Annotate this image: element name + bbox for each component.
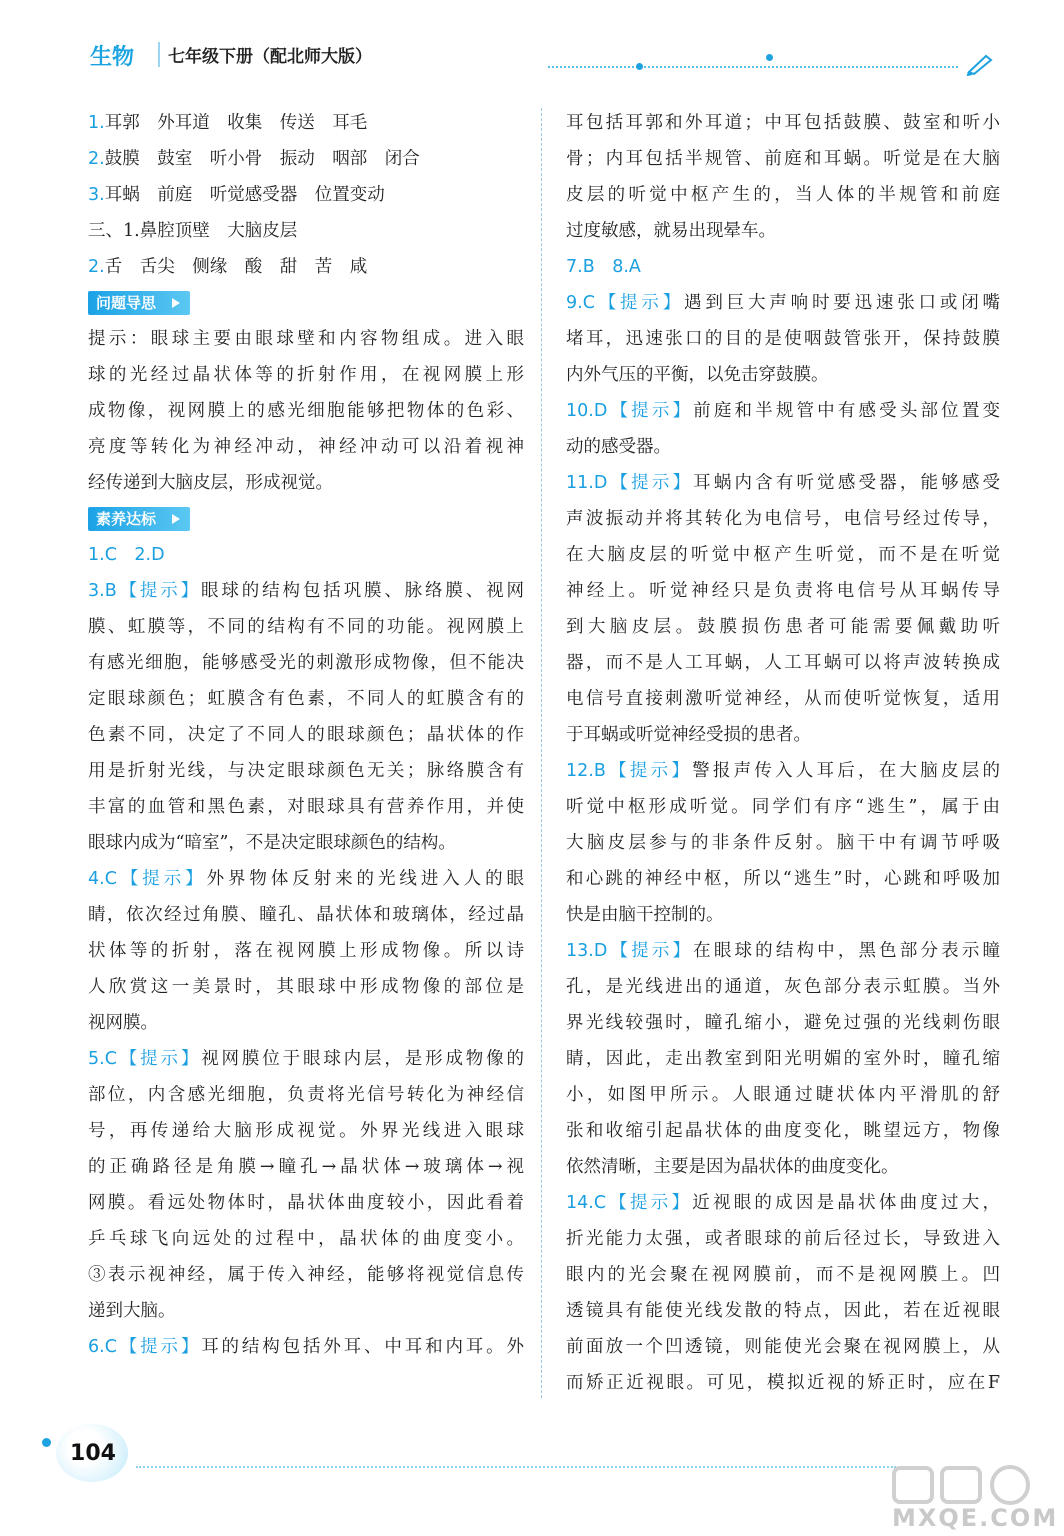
line-text: 鼓膜 鼓室 听小骨 振动 咽部 闭合 bbox=[104, 149, 420, 169]
hint-label: 【提示】 bbox=[607, 941, 694, 961]
text-line bbox=[566, 105, 1000, 141]
line-text: 在眼球的结构中，黑色部分表示瞳 bbox=[693, 941, 1000, 961]
page-header bbox=[0, 0, 1064, 90]
line-text: 亮度等转化为神经冲动，神经冲动可以沿着视神 bbox=[88, 437, 524, 457]
line-text: 大脑皮层参与的非条件反射。脑干中有调节呼吸 bbox=[566, 833, 1000, 853]
text-line bbox=[566, 645, 1000, 681]
text-line bbox=[88, 753, 524, 789]
answer-number: 14.C bbox=[566, 1193, 607, 1213]
text-line bbox=[566, 969, 1000, 1005]
subject-title: 生物 bbox=[90, 45, 135, 70]
text-line bbox=[88, 105, 524, 141]
text-line bbox=[566, 141, 1000, 177]
text-line bbox=[88, 393, 524, 429]
text-line bbox=[88, 1257, 524, 1293]
text-line bbox=[88, 177, 524, 213]
text-line bbox=[88, 969, 524, 1005]
text-line bbox=[88, 429, 524, 465]
line-text: 色素不同，决定了不同人的眼球颜色；晶状体的作 bbox=[88, 725, 524, 745]
text-line bbox=[566, 1041, 1000, 1077]
line-text: 眼球的结构包括巩膜、脉络膜、视网 bbox=[201, 581, 524, 601]
answer-number: 7.B 8.A bbox=[566, 257, 641, 277]
text-line bbox=[88, 537, 524, 573]
line-text: 快是由脑干控制的。 bbox=[566, 905, 724, 925]
text-line bbox=[88, 789, 524, 825]
answer-number: 4.C bbox=[88, 869, 117, 889]
line-text: 过度敏感，就易出现晕车。 bbox=[566, 221, 776, 241]
text-line bbox=[566, 213, 1000, 249]
text-line bbox=[88, 249, 524, 285]
text-line bbox=[566, 393, 1000, 429]
line-text: 耳的结构包括外耳、中耳和内耳。外 bbox=[201, 1337, 524, 1357]
section-heading bbox=[88, 285, 524, 321]
line-text: 耳郭 外耳道 收集 传送 耳毛 bbox=[104, 113, 368, 133]
text-line bbox=[566, 681, 1000, 717]
line-text: 和心跳的神经中枢，所以“逃生”时，心跳和呼吸加 bbox=[566, 869, 1000, 889]
line-text: 张和收缩引起晶状体的曲度变化，眺望远方，物像 bbox=[566, 1121, 1000, 1141]
hint-label: 【提示】 bbox=[116, 1337, 202, 1357]
text-line bbox=[566, 249, 1000, 285]
line-text: 孔，是光线进出的通道，灰色部分表示虹膜。当外 bbox=[566, 977, 1000, 997]
answer-number: 1.C 2.D bbox=[88, 545, 165, 565]
text-line bbox=[88, 861, 524, 897]
text-line bbox=[88, 933, 524, 969]
text-line bbox=[566, 285, 1000, 321]
section-heading bbox=[88, 501, 524, 537]
text-line bbox=[566, 1221, 1000, 1257]
line-text: 神经上。听觉神经只是负责将电信号从耳蜗传导 bbox=[566, 581, 1000, 601]
text-line bbox=[88, 1005, 524, 1041]
line-text: 眼球内成为“暗室”，不是决定眼球颜色的结构。 bbox=[88, 833, 456, 853]
page-number: 104 bbox=[70, 1441, 116, 1466]
line-text: 定眼球颜色；虹膜含有色素，不同人的虹膜含有的 bbox=[88, 689, 524, 709]
text-line bbox=[88, 1077, 524, 1113]
answer-number: 13.D bbox=[566, 941, 608, 961]
hint-label: 【提示】 bbox=[606, 1193, 693, 1213]
line-text: 丰富的血管和黑色素，对眼球具有营养作用，并使 bbox=[88, 797, 524, 817]
text-line bbox=[88, 1113, 524, 1149]
text-line bbox=[88, 321, 524, 357]
text-line bbox=[566, 177, 1000, 213]
line-text: 网膜。看远处物体时，晶状体曲度较小，因此看着 bbox=[88, 1193, 524, 1213]
line-text: 成物像，视网膜上的感光细胞能够把物体的色彩、 bbox=[88, 401, 524, 421]
text-line bbox=[566, 825, 1000, 861]
text-line bbox=[88, 1329, 524, 1365]
line-text: ③表示视神经，属于传入神经，能够将视觉信息传 bbox=[88, 1265, 524, 1285]
header-dot bbox=[766, 54, 773, 61]
text-line bbox=[566, 357, 1000, 393]
line-text: 部位，内含感光细胞，负责将光信号转化为神经信 bbox=[88, 1085, 524, 1105]
text-line bbox=[88, 1149, 524, 1185]
text-line bbox=[88, 609, 524, 645]
line-text: 耳蜗 前庭 听觉感受器 位置变动 bbox=[104, 185, 385, 205]
text-line bbox=[566, 1113, 1000, 1149]
text-line bbox=[88, 645, 524, 681]
header-dotted-line bbox=[548, 66, 958, 68]
hint-label: 【提示】 bbox=[116, 869, 207, 889]
text-line bbox=[88, 1293, 524, 1329]
page-number-dot bbox=[42, 1438, 51, 1447]
text-line bbox=[566, 753, 1000, 789]
hint-label: 【提示】 bbox=[605, 761, 693, 781]
line-text: 前庭和半规管中有感受头部位置变 bbox=[693, 401, 1000, 421]
line-text: 电信号直接刺激听觉神经，从而使听觉恢复，适用 bbox=[566, 689, 1000, 709]
left-column bbox=[88, 105, 524, 1365]
line-text: 状体等的折射，落在视网膜上形成物像。所以诗 bbox=[88, 941, 524, 961]
text-line bbox=[566, 609, 1000, 645]
answer-number: 12.B bbox=[566, 761, 606, 781]
line-text: 球的光经过晶状体等的折射作用，在视网膜上形 bbox=[88, 365, 524, 385]
text-line bbox=[88, 357, 524, 393]
text-line bbox=[88, 573, 524, 609]
text-line bbox=[566, 429, 1000, 465]
text-line bbox=[566, 1185, 1000, 1221]
line-text: 骨；内耳包括半规管、前庭和耳蜗。听觉是在大脑 bbox=[566, 149, 1000, 169]
text-line bbox=[566, 861, 1000, 897]
line-text: 三、1.鼻腔顶壁 大脑皮层 bbox=[88, 221, 298, 241]
line-text: 外界物体反射来的光线进入人的眼 bbox=[206, 869, 524, 889]
line-text: 乒乓球飞向远处的过程中，晶状体的曲度变小。 bbox=[88, 1229, 524, 1249]
line-text: 用是折射光线，与决定眼球颜色无关；脉络膜含有 bbox=[88, 761, 524, 781]
line-text: 听觉中枢形成听觉。同学们有序“逃生”，属于由 bbox=[566, 797, 1000, 817]
text-line bbox=[566, 1293, 1000, 1329]
answer-number: 3. bbox=[88, 185, 105, 205]
text-line bbox=[566, 1257, 1000, 1293]
line-text: 耳蜗内含有听觉感受器，能够感受 bbox=[693, 473, 1000, 493]
pen-decoration-icon bbox=[966, 52, 994, 76]
text-line bbox=[88, 141, 524, 177]
hint-label: 【提示】 bbox=[594, 293, 685, 313]
text-line bbox=[566, 933, 1000, 969]
answer-number: 3.B bbox=[88, 581, 117, 601]
line-text: 睛，因此，走出教室到阳光明媚的室外时，瞳孔缩 bbox=[566, 1049, 1000, 1069]
text-line bbox=[88, 213, 524, 249]
answer-number: 2. bbox=[88, 257, 105, 277]
line-text: 警报声传入人耳后，在大脑皮层的 bbox=[692, 761, 1000, 781]
line-text: 眼内的光会聚在视网膜前，而不是视网膜上。凹 bbox=[566, 1265, 1000, 1285]
line-text: 前面放一个凹透镜，则能使光会聚在视网膜上，从 bbox=[566, 1337, 1000, 1357]
text-line bbox=[566, 1149, 1000, 1185]
line-text: 于耳蜗或听觉神经受损的患者。 bbox=[566, 725, 811, 745]
line-text: 经传递到大脑皮层，形成视觉。 bbox=[88, 473, 333, 493]
text-line bbox=[566, 573, 1000, 609]
line-text: 有感光细胞，能够感受光的刺激形成物像，但不能决 bbox=[88, 653, 524, 673]
line-text: 睛，依次经过角膜、瞳孔、晶状体和玻璃体，经过晶 bbox=[88, 905, 524, 925]
answer-number: 2. bbox=[88, 149, 105, 169]
text-line bbox=[566, 1077, 1000, 1113]
answer-number: 10.D bbox=[566, 401, 608, 421]
line-text: 在大脑皮层的听觉中枢产生听觉，而不是在听觉 bbox=[566, 545, 1000, 565]
text-line bbox=[566, 897, 1000, 933]
footer-dotted-line bbox=[136, 1466, 896, 1468]
text-line bbox=[88, 825, 524, 861]
text-line bbox=[566, 789, 1000, 825]
header-dot bbox=[636, 63, 643, 70]
text-line bbox=[566, 321, 1000, 357]
watermark-text: MXQE.COM bbox=[892, 1504, 1059, 1532]
text-line bbox=[566, 1329, 1000, 1365]
line-text: 遇到巨大声响时要迅速张口或闭嘴 bbox=[684, 293, 1000, 313]
text-line bbox=[566, 465, 1000, 501]
text-line bbox=[88, 717, 524, 753]
section-tag: 问题导思 bbox=[88, 291, 190, 315]
answer-number: 6.C bbox=[88, 1337, 117, 1357]
line-text: 视网膜位于眼球内层，是形成物像的 bbox=[201, 1049, 524, 1069]
text-line bbox=[566, 501, 1000, 537]
line-text: 透镜具有能使光线发散的特点，因此，若在近视眼 bbox=[566, 1301, 1000, 1321]
line-text: 舌 舌尖 侧缘 酸 甜 苦 咸 bbox=[104, 257, 368, 277]
line-text: 而矫正近视眼。可见，模拟近视的矫正时，应在F bbox=[566, 1373, 1000, 1393]
line-text: 堵耳，迅速张口的目的是使咽鼓管张开，保持鼓膜 bbox=[566, 329, 1000, 349]
line-text: 递到大脑。 bbox=[88, 1301, 176, 1321]
text-line bbox=[88, 1185, 524, 1221]
right-column bbox=[566, 105, 1000, 1401]
line-text: 视网膜。 bbox=[88, 1013, 158, 1033]
line-text: 依然清晰，主要是因为晶状体的曲度变化。 bbox=[566, 1157, 899, 1177]
hint-label: 【提示】 bbox=[116, 581, 202, 601]
hint-label: 【提示】 bbox=[116, 1049, 202, 1069]
hint-label: 【提示】 bbox=[607, 401, 694, 421]
text-line bbox=[88, 465, 524, 501]
text-line bbox=[88, 1221, 524, 1257]
line-text: 声波振动并将其转化为电信号，电信号经过传导， bbox=[566, 509, 1000, 529]
answer-number: 9.C bbox=[566, 293, 595, 313]
line-text: 小，如图甲所示。人眼通过睫状体内平滑肌的舒 bbox=[566, 1085, 1000, 1105]
line-text: 膜、虹膜等，不同的结构有不同的功能。视网膜上 bbox=[88, 617, 524, 637]
answer-number: 1. bbox=[88, 113, 105, 133]
text-line bbox=[566, 717, 1000, 753]
line-text: 近视眼的成因是晶状体曲度过大， bbox=[692, 1193, 1000, 1213]
line-text: 器，而不是人工耳蜗，人工耳蜗可以将声波转换成 bbox=[566, 653, 1000, 673]
text-line bbox=[88, 681, 524, 717]
grade-label: 七年级下册（配北师大版） bbox=[158, 42, 372, 67]
line-text: 折光能力太强，或者眼球的前后径过长，导致进入 bbox=[566, 1229, 1000, 1249]
text-line bbox=[566, 1365, 1000, 1401]
line-text: 人欣赏这一美景时，其眼球中形成物像的部位是 bbox=[88, 977, 524, 997]
hint-label: 【提示】 bbox=[607, 473, 694, 493]
line-text: 号，再传递给大脑形成视觉。外界光线进入眼球 bbox=[88, 1121, 524, 1141]
answer-number: 11.D bbox=[566, 473, 608, 493]
answer-number: 5.C bbox=[88, 1049, 117, 1069]
line-text: 内外气压的平衡，以免击穿鼓膜。 bbox=[566, 365, 829, 385]
text-line bbox=[88, 1041, 524, 1077]
line-text: 动的感受器。 bbox=[566, 437, 671, 457]
line-text: 皮层的听觉中枢产生的，当人体的半规管和前庭 bbox=[566, 185, 1000, 205]
line-text: 提示：眼球主要由眼球壁和内容物组成。进入眼 bbox=[88, 329, 524, 349]
line-text: 界光线较强时，瞳孔缩小，避免过强的光线刺伤眼 bbox=[566, 1013, 1000, 1033]
column-divider bbox=[541, 108, 542, 1398]
line-text: 耳包括耳郭和外耳道；中耳包括鼓膜、鼓室和听小 bbox=[566, 113, 1000, 133]
text-line bbox=[88, 897, 524, 933]
text-line bbox=[566, 537, 1000, 573]
text-line bbox=[566, 1005, 1000, 1041]
section-tag: 素养达标 bbox=[88, 507, 190, 531]
line-text: 的正确路径是角膜→瞳孔→晶状体→玻璃体→视 bbox=[88, 1157, 524, 1177]
line-text: 到大脑皮层。鼓膜损伤患者可能需要佩戴助听 bbox=[566, 617, 1000, 637]
